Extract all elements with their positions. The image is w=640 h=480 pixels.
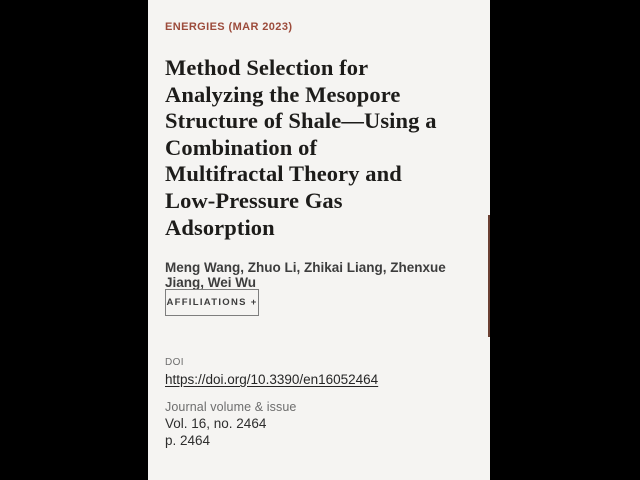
journal-name-date: ENERGIES (MAR 2023) (165, 21, 293, 33)
affiliations-expand-button[interactable]: AFFILIATIONS + (165, 289, 259, 316)
paper-title-line: Combination of (165, 134, 318, 160)
paper-title-line: Adsorption (165, 214, 275, 240)
page-number: p. 2464 (165, 433, 211, 448)
paper-title-line: Low-Pressure Gas (165, 187, 343, 213)
paper-title-line: Structure of Shale—Using a (165, 108, 437, 134)
volume-number: Vol. 16, no. 2464 (165, 416, 267, 431)
article-card (148, 0, 490, 480)
doi-link[interactable]: https://doi.org/10.3390/en16052464 (165, 372, 379, 387)
scrollbar-thumb[interactable] (488, 215, 491, 337)
paper-title (165, 55, 485, 241)
paper-title-line: Method Selection for (165, 55, 369, 80)
paper-title-line: Multifractal Theory and (165, 161, 402, 187)
authors-list: Meng Wang, Zhuo Li, Zhikai Liang, Zhenxue Jiang, Wei Wu (165, 260, 446, 290)
volume-issue-label: Journal volume & issue (165, 400, 297, 414)
doi-label: DOI (165, 357, 184, 368)
paper-title-line: Analyzing the Mesopore (165, 81, 401, 107)
